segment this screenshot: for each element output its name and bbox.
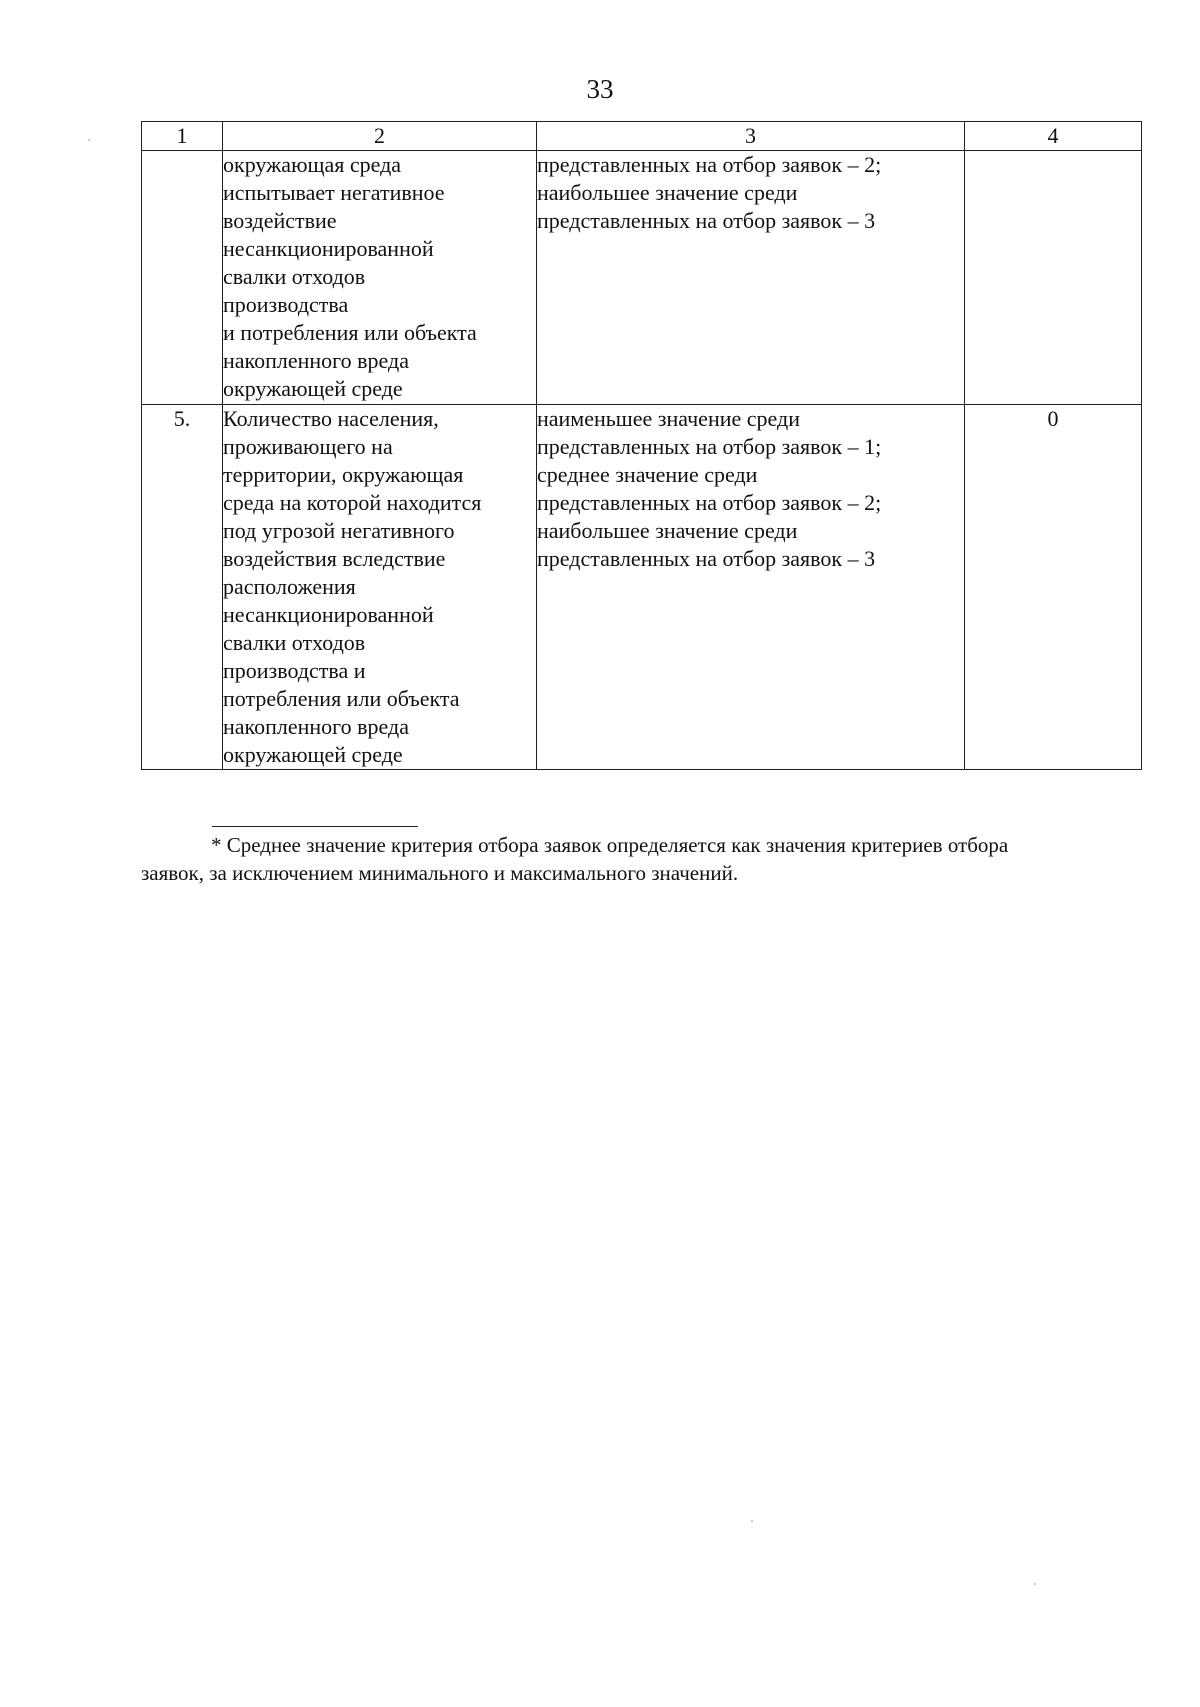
scoring-line: наибольшее значение среди xyxy=(537,518,798,543)
scan-speck xyxy=(751,1520,753,1522)
page-number: 33 xyxy=(586,74,614,104)
criterion-cell xyxy=(223,405,537,770)
table-header-row xyxy=(142,122,1142,151)
weight-cell xyxy=(965,151,1142,405)
criterion-line: производства xyxy=(223,292,349,317)
criterion-line: производства и xyxy=(223,658,366,683)
weight-value xyxy=(965,151,1141,179)
header-col-4: 4 xyxy=(965,122,1142,151)
footnote-line: заявок, за исключением минимального и максимального значений. xyxy=(141,861,739,885)
scoring-line: наибольшее значение среди xyxy=(537,180,798,205)
criterion-line: несанкционированной xyxy=(223,236,434,261)
criteria-table xyxy=(141,121,1142,770)
row-number xyxy=(142,151,222,179)
criterion-line: испытывает негативное xyxy=(223,180,445,205)
criterion-line: накопленного вреда xyxy=(223,714,409,739)
criterion-line: расположения xyxy=(223,574,356,599)
scoring-cell xyxy=(537,405,965,770)
criterion-line: свалки отходов xyxy=(223,264,366,289)
scoring-line: наименьшее значение среди xyxy=(537,406,800,431)
scoring-line: представленных на отбор заявок – 3 xyxy=(537,546,876,571)
criterion-line: накопленного вреда xyxy=(223,348,409,373)
row-number-cell xyxy=(142,151,223,405)
criterion-line: воздействие xyxy=(223,208,337,233)
scoring-line: представленных на отбор заявок – 1; xyxy=(537,434,882,459)
criterion-line: среда на которой находится xyxy=(223,490,482,515)
criterion-line: воздействия вследствие xyxy=(223,546,446,571)
scoring-line: представленных на отбор заявок – 3 xyxy=(537,208,876,233)
scan-speck xyxy=(1034,1583,1036,1585)
weight-cell xyxy=(965,405,1142,770)
criterion-line: и потребления или объекта xyxy=(223,320,477,345)
footnote-line: * Среднее значение критерия отбора заявок определяется как значения критериев отбора xyxy=(211,833,1009,857)
criterion-line: территории, окружающая xyxy=(223,462,464,487)
scoring-line: представленных на отбор заявок – 2; xyxy=(537,152,882,177)
table-row xyxy=(142,405,1142,770)
header-col-2: 2 xyxy=(223,122,537,151)
scan-speck xyxy=(88,139,90,141)
criterion-line: проживающего на xyxy=(223,434,393,459)
criterion-line: свалки отходов xyxy=(223,630,366,655)
header-col-3: 3 xyxy=(537,122,965,151)
criterion-line: окружающей среде xyxy=(223,376,403,401)
criterion-line: окружающая среда xyxy=(223,152,402,177)
row-number-cell xyxy=(142,405,223,770)
row-number: 5. xyxy=(173,406,191,431)
criterion-line: несанкционированной xyxy=(223,602,434,627)
scoring-line: среднее значение среди xyxy=(537,462,758,487)
scoring-line: представленных на отбор заявок – 2; xyxy=(537,490,882,515)
footnote-separator xyxy=(212,826,418,827)
criterion-line: Количество населения, xyxy=(223,406,439,431)
criterion-line: под угрозой негативного xyxy=(223,518,455,543)
footnote xyxy=(141,831,1141,887)
criterion-line: окружающей среде xyxy=(223,742,403,767)
weight-value: 0 xyxy=(1047,406,1059,431)
table-row xyxy=(142,151,1142,405)
criterion-cell xyxy=(223,151,537,405)
scoring-cell xyxy=(537,151,965,405)
header-col-1: 1 xyxy=(142,122,223,151)
criterion-line: потребления или объекта xyxy=(223,686,460,711)
